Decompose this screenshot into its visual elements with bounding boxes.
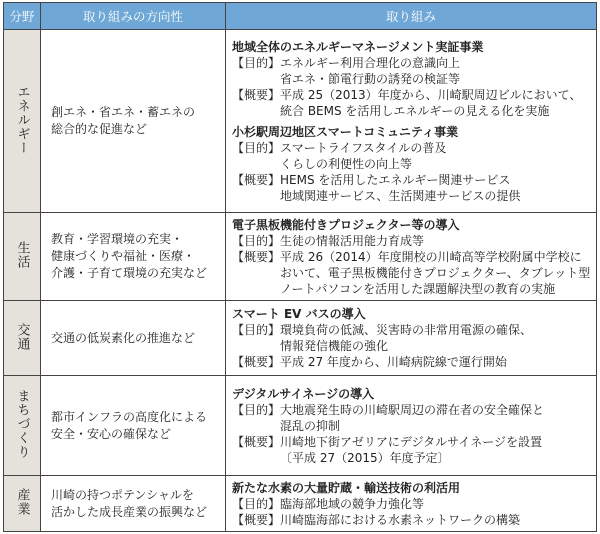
- item-label: 【目的】: [232, 140, 281, 155]
- project: [232, 124, 592, 204]
- item-line: スマートライフスタイルの普及: [280, 140, 447, 155]
- project: [232, 39, 592, 119]
- category-label: 産業: [14, 488, 30, 516]
- item-line: 混乱の抑制: [280, 418, 341, 433]
- project: [232, 480, 592, 528]
- item-text: [280, 512, 520, 528]
- item-label: 【概要】: [232, 355, 281, 369]
- category-cell: [4, 301, 41, 376]
- item-line: 環境負荷の低減、災害時の非常用電源の確保、: [280, 323, 533, 337]
- item-line: 臨海部地域の競争力強化等: [280, 496, 425, 511]
- direction-cell: [41, 376, 226, 476]
- actions-cell: [226, 376, 597, 476]
- direction-line: 川崎の持つポテンシャルを: [51, 487, 194, 502]
- item-text: [280, 233, 424, 249]
- project-item: [232, 512, 592, 528]
- header-row: [4, 3, 597, 30]
- item-text: [280, 354, 507, 370]
- item-label: 【目的】: [232, 496, 281, 511]
- category-cell: [4, 376, 41, 476]
- item-line: HEMS を活用したエネルギー関連サービス: [280, 172, 511, 187]
- item-label: 【概要】: [232, 87, 281, 102]
- direction-cell: [41, 30, 226, 213]
- project-item: [232, 354, 592, 370]
- actions-cell: [226, 30, 597, 213]
- category-cell: [4, 30, 41, 213]
- header-field: 分野: [4, 3, 41, 30]
- actions-cell: [226, 476, 597, 532]
- project-title: 小杉駅周辺地区スマートコミュニティ事業: [232, 124, 459, 139]
- project-title: 地域全体のエネルギーマネージメント実証事業: [232, 39, 484, 54]
- item-text: [280, 172, 520, 204]
- item-line: 地域関連サービス、生活関連サービスの提供: [280, 188, 521, 203]
- project-item: [232, 434, 592, 466]
- item-label: 【概要】: [232, 512, 281, 527]
- project-title: スマート EV バスの導入: [232, 307, 366, 321]
- direction-line: 健康づくりや福祉・医療・: [51, 249, 196, 263]
- project-item: [232, 322, 592, 354]
- project-title: 電子黒板機能付きプロジェクター等の導入: [232, 217, 460, 232]
- item-line: 平成 26（2014）年度開校の川崎高等学校附属中学校に: [280, 249, 582, 264]
- item-label: 【概要】: [232, 172, 281, 187]
- category-label: エネルギー: [14, 84, 30, 155]
- direction-line: 創エネ・省エネ・蓄エネの: [51, 105, 196, 119]
- category-label: 交通: [14, 322, 30, 351]
- direction-line: 都市インフラの高度化による: [51, 409, 208, 424]
- category-cell: [4, 213, 41, 301]
- direction-cell: [41, 301, 226, 376]
- table-row: [4, 213, 597, 301]
- category-cell: [4, 476, 41, 532]
- item-text: [280, 140, 446, 172]
- item-line: ノートパソコンを活用した課題解決型の教育の実施: [280, 281, 556, 296]
- item-label: 【概要】: [232, 434, 281, 449]
- project-title: デジタルサイネージの導入: [232, 386, 375, 401]
- item-line: 〔平成 27（2015）年度予定〕: [280, 450, 450, 465]
- item-line: 統合 BEMS を活用しエネルギーの見える化を実施: [280, 103, 550, 118]
- item-text: [280, 402, 544, 434]
- table-body: [4, 30, 597, 532]
- item-text: [280, 322, 532, 354]
- item-line: くらしの利便性の向上等: [280, 156, 413, 171]
- project: [232, 306, 592, 370]
- project-item: [232, 140, 592, 172]
- item-line: 生徒の情報活用能力育成等: [280, 233, 425, 248]
- item-label: 【概要】: [232, 249, 281, 264]
- header-actions: 取り組み: [226, 3, 597, 30]
- project-item: [232, 55, 592, 87]
- table-row: [4, 301, 597, 376]
- actions-cell: [226, 213, 597, 301]
- direction-line: 活かした成長産業の振興など: [51, 504, 208, 519]
- item-text: [280, 55, 460, 87]
- item-label: 【目的】: [232, 323, 281, 337]
- item-line: 川崎地下街アゼリアにデジタルサイネージを設置: [280, 434, 542, 449]
- item-label: 【目的】: [232, 55, 281, 70]
- direction-cell: [41, 213, 226, 301]
- item-label: 【目的】: [232, 402, 281, 417]
- item-text: [280, 87, 581, 119]
- item-line: 大地震発生時の川崎駅周辺の滞在者の安全確保と: [280, 402, 545, 417]
- project-title: 新たな水素の大量貯蔵・輸送技術の利活用: [232, 480, 461, 495]
- direction-line: 総合的な促進など: [51, 122, 148, 136]
- item-line: 平成 25（2013）年度から、川崎駅周辺ビルにおいて、: [280, 87, 582, 102]
- item-line: 川崎臨海部における水素ネットワークの構築: [280, 512, 521, 527]
- item-line: エネルギー利用合理化の意識向上: [280, 55, 461, 70]
- header-direction: 取り組みの方向性: [41, 3, 226, 30]
- direction-cell: [41, 476, 226, 532]
- direction-line: 介護・子育て環境の充実など: [51, 266, 208, 280]
- project-item: [232, 249, 592, 297]
- item-line: 省エネ・節電行動の誘発の検証等: [280, 71, 461, 86]
- item-line: 情報発信機能の強化: [280, 339, 389, 353]
- item-line: 平成 27 年度から、川崎病院線で運行開始: [280, 355, 507, 369]
- item-label: 【目的】: [232, 233, 281, 248]
- item-line: おいて、電子黒板機能付きプロジェクター、タブレット型: [280, 265, 591, 280]
- project: [232, 217, 592, 297]
- actions-cell: [226, 301, 597, 376]
- project: [232, 386, 592, 466]
- project-item: [232, 402, 592, 434]
- direction-line: 教育・学習環境の充実・: [51, 232, 184, 246]
- direction-line: 安全・安心の確保など: [51, 426, 172, 441]
- initiatives-table: [3, 2, 597, 532]
- project-item: [232, 496, 592, 512]
- project-item: [232, 172, 592, 204]
- item-text: [280, 434, 542, 466]
- item-text: [280, 496, 424, 512]
- table-row: [4, 376, 597, 476]
- project-item: [232, 87, 592, 119]
- direction-line: 交通の低炭素化の推進など: [51, 330, 196, 345]
- project-item: [232, 233, 592, 249]
- table-row: [4, 476, 597, 532]
- table-row: [4, 30, 597, 213]
- category-label: まちづくり: [14, 389, 30, 459]
- category-label: 生活: [14, 241, 30, 269]
- item-text: [280, 249, 590, 297]
